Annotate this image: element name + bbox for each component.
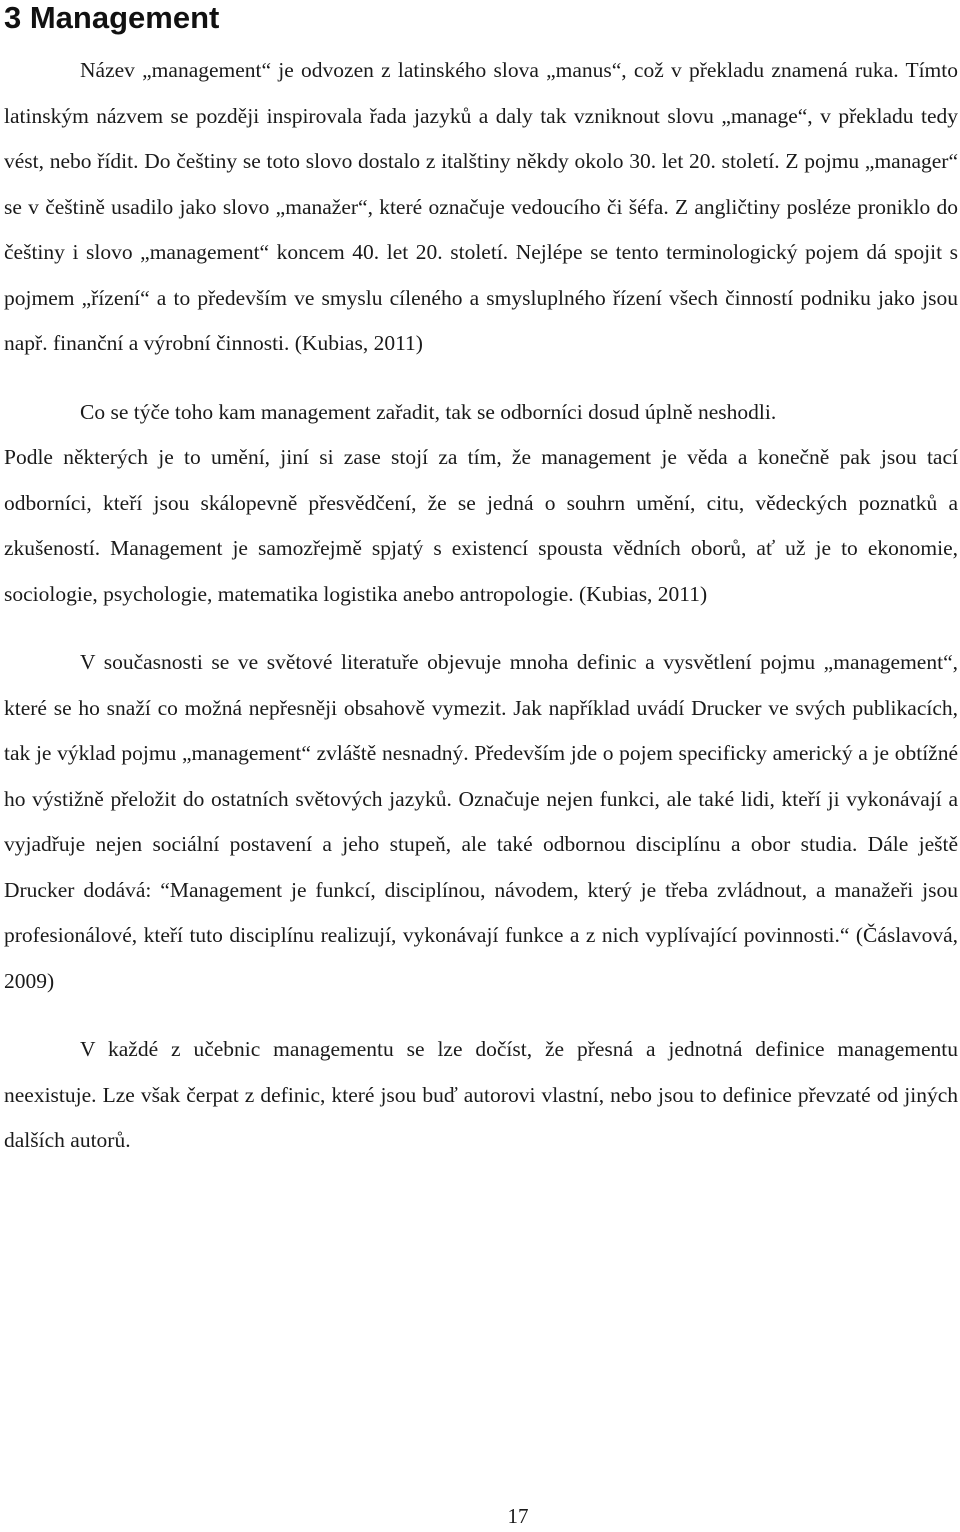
paragraph-etymology: Název „management“ je odvozen z latinského slova „manus“, což v překladu znamená ruka. Tímto latinským názvem se později inspirovala řada jazyků a daly tak vzniknout slovu „manage“, v překladu tedy vést, nebo řídit. Do češtiny se toto slovo dostalo z italštiny někdy okolo 30. let 20. století. Z pojmu „manager“ se v češtině usadilo jako slovo „manažer“, které označuje vedoucího či šéfa. Z angličtiny posléze proniklo do češtiny i slovo „management“ koncem 40. let 20. století. Nejlépe se tento terminologický pojem dá spojit s pojmem „řízení“ a to především ve smyslu cíleného a smysluplného řízení všech činností podniku jako jsou např. finanční a výrobní činnosti. (Kubias, 2011) [4, 58, 958, 355]
page-number-container [0, 1502, 960, 1530]
page-number: 17 [507, 1504, 529, 1528]
body-text [4, 48, 958, 1164]
paragraph-drucker: V současnosti se ve světové literatuře objevuje mnoha definic a vysvětlení pojmu „management“, které se ho snaží co možná nepřesněji obsahově vymezit. Jak například uvádí Drucker ve svých publikacích, tak je výklad pojmu „management“ zvláště nesnadný. Především jde o pojem specificky americký a je obtížné ho výstižně přeložit do ostatních světových jazyků. Označuje nejen funkci, ale také lidi, kteří ji vykonávají a vyjadřuje nejen sociální postavení a jeho stupeň, ale také odbornou disciplínu a obor studia. Dále ještě Drucker dodává: “Management je funkcí, disciplínou, návodem, který je třeba zvládnout, a manažeři jsou profesionálové, kteří tuto disciplínu realizují, vykonávají funkce a z nich vyplívající povinnosti.“ (Čáslavová, 2009) [4, 650, 958, 993]
chapter-heading: 3 Management [4, 0, 220, 35]
paragraph-classification-intro: Co se týče toho kam management zařadit, tak se odborníci dosud úplně neshodli. [80, 399, 777, 424]
paragraph-classification: Podle některých je to umění, jiní si zase stojí za tím, že management je věda a konečně pak jsou tací odborníci, kteří jsou skálopevně přesvědčení, že se jedná o souhrn umění, citu, vědeckých poznatků a zkušeností. Management je samozřejmě spjatý s existencí spousta vědních oborů, ať už je to ekonomie, sociologie, psychologie, matematika logistika anebo antropologie. (Kubias, 2011) [4, 445, 958, 606]
paragraph-definitions: V každé z učebnic managementu se lze dočíst, že přesná a jednotná definice managementu neexistuje. Lze však čerpat z definic, které jsou buď autorovi vlastní, nebo jsou to definice převzaté od jiných dalších autorů. [4, 1037, 958, 1152]
